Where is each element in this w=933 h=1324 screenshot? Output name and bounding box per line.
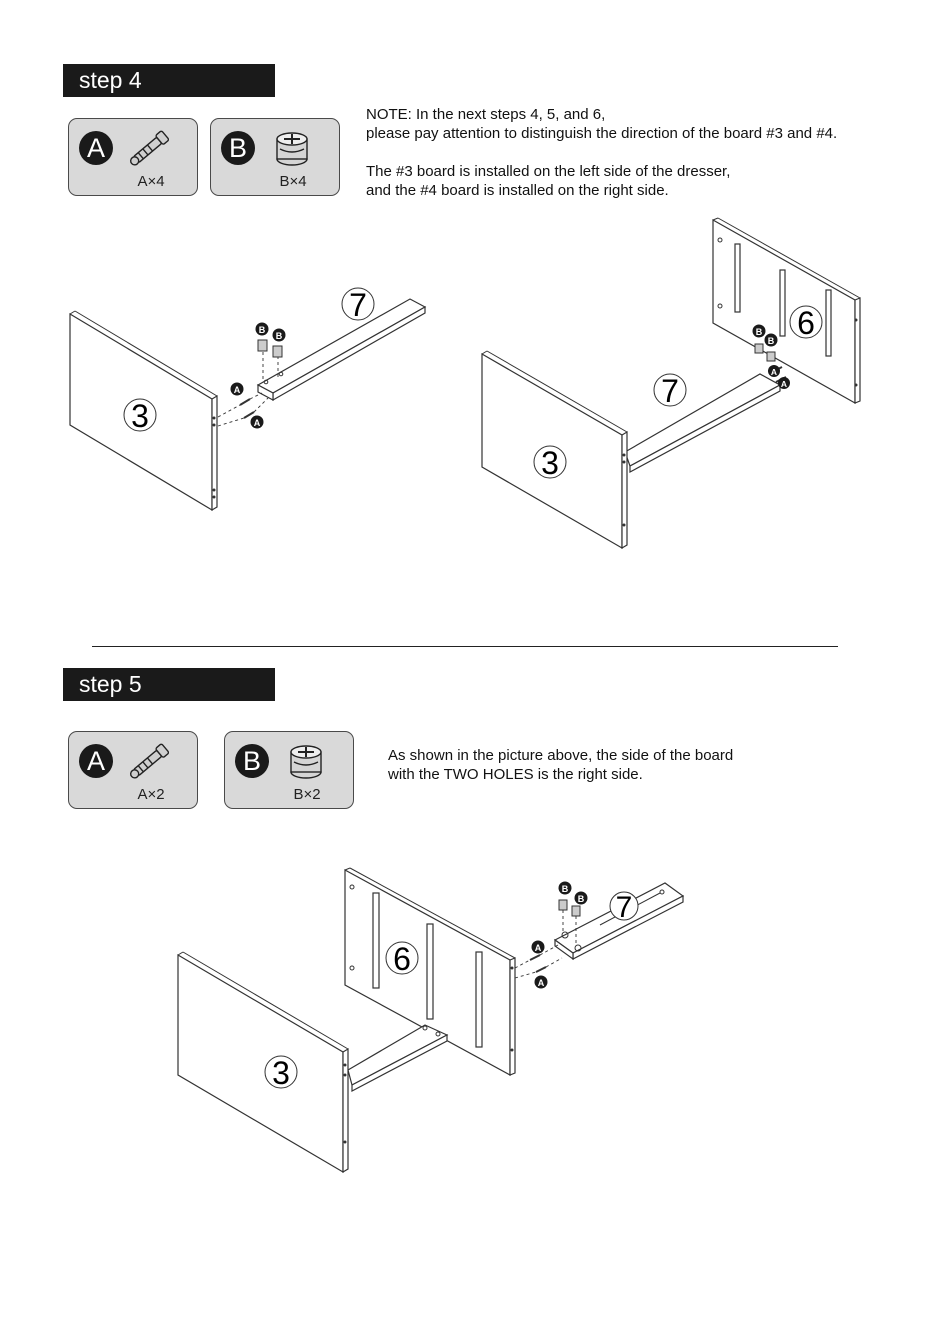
board-number: 6 <box>797 305 815 341</box>
note-line: NOTE: In the next steps 4, 5, and 6, <box>366 106 606 123</box>
marker-letter: B <box>275 331 283 341</box>
board-7-lower <box>348 1025 447 1091</box>
marker-letter: A <box>534 943 542 953</box>
marker-letter: A <box>233 385 241 395</box>
marker-a-icon <box>532 941 545 954</box>
board-number: 7 <box>661 373 679 409</box>
board-3 <box>178 952 348 1172</box>
marker-letter: B <box>755 327 763 337</box>
part-b-letter: B <box>221 131 255 165</box>
note-line: please pay attention to distinguish the direction of the board #3 and #4. <box>366 125 838 142</box>
marker-letter: B <box>577 894 585 904</box>
part-b-qty: B×4 <box>279 173 307 190</box>
part-b-qty: B×2 <box>293 786 321 803</box>
marker-letter: A <box>780 379 788 389</box>
note-line: As shown in the picture above, the side of the board <box>388 747 734 764</box>
note-line: and the #4 board is installed on the right side. <box>366 182 669 199</box>
part-a-qty: A×4 <box>137 173 165 190</box>
step-5-title: step 5 <box>79 671 142 697</box>
marker-b-icon <box>575 892 588 905</box>
marker-letter: B <box>561 884 569 894</box>
board-number: 3 <box>541 445 559 481</box>
marker-b-icon <box>559 882 572 895</box>
marker-letter: A <box>770 367 778 377</box>
part-a-letter: A <box>79 744 113 778</box>
marker-letter: A <box>537 978 545 988</box>
marker-letter: B <box>767 336 775 346</box>
note-line: The #3 board is installed on the left side of the dresser, <box>366 163 731 180</box>
step-4-title: step 4 <box>79 67 142 93</box>
note-line: with the TWO HOLES is the right side. <box>388 766 643 783</box>
marker-a-icon <box>535 976 548 989</box>
board-number: 7 <box>349 287 367 323</box>
part-b-letter: B <box>235 744 269 778</box>
part-a-letter: A <box>79 131 113 165</box>
board-number: 3 <box>272 1055 290 1091</box>
marker-letter: A <box>253 418 261 428</box>
board-number: 6 <box>393 941 411 977</box>
board-number: 7 <box>615 891 633 924</box>
marker-letter: B <box>258 325 266 335</box>
board-number: 3 <box>131 398 149 434</box>
part-a-qty: A×2 <box>137 786 165 803</box>
